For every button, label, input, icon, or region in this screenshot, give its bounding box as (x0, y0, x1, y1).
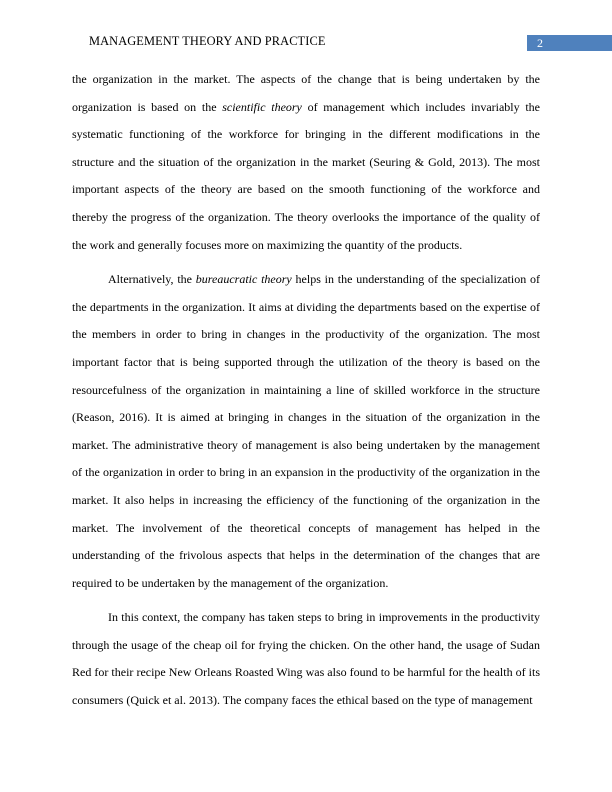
paragraph-bureaucratic-theory (72, 266, 540, 597)
emphasized-term: scientific theory (222, 99, 302, 114)
paragraph-text: of management which includes invariably the systematic functioning of the workforce for bringing in the different modifications in the structure and the situation of the organization in the market (Seuring & Gold, 2013). The most important aspects of the theory are based on the smooth functioning of the workforce and thereby the progress of the organization. The theory overlooks the importance of the quality of the work and generally focuses more on maximizing the quantity of the products. (72, 99, 540, 252)
paragraph-text: helps in the understanding of the specialization of the departments in the organization. It aims at dividing the departments based on the expertise of the members in order to bring in changes in the productivity of the organization. The most important factor that is being supported through the utilization of the theory is based on the resourcefulness of the organization in maintaining a line of skilled workforce in the structure (Reason, 2016). It is aimed at bringing in changes in the situation of the organization in the market. The administrative theory of management is also being undertaken by the management of the organization in order to bring in an expansion in the productivity of the organization in the market. It also helps in increasing the efficiency of the functioning of the organization in the market. The involvement of the theoretical concepts of management has helped in the understanding of the frivolous aspects that helps in the determination of the changes that are required to be undertaken by the management of the organization. (72, 272, 540, 590)
paragraph-text: the organization in the market. The aspects of the change that is being undertaken by the organization is based on the (72, 72, 540, 114)
paragraph-text: Alternatively, the (108, 272, 196, 287)
emphasized-term: bureaucratic theory (195, 272, 292, 287)
page-number: 2 (527, 35, 612, 51)
paragraph-company-context: In this context, the company has taken steps to bring in improvements in the productivity through the usage of the cheap oil for frying the chicken. On the other hand, the usage of Sudan Red for their recipe New Orleans Roasted Wing was also found to be harmful for the health of its consumers (Quick et al. 2013). The company faces the ethical based on the type of management (72, 610, 540, 708)
running-head: MANAGEMENT THEORY AND PRACTICE (89, 34, 326, 48)
document-body (72, 66, 540, 715)
paragraph-scientific-theory (72, 66, 540, 259)
